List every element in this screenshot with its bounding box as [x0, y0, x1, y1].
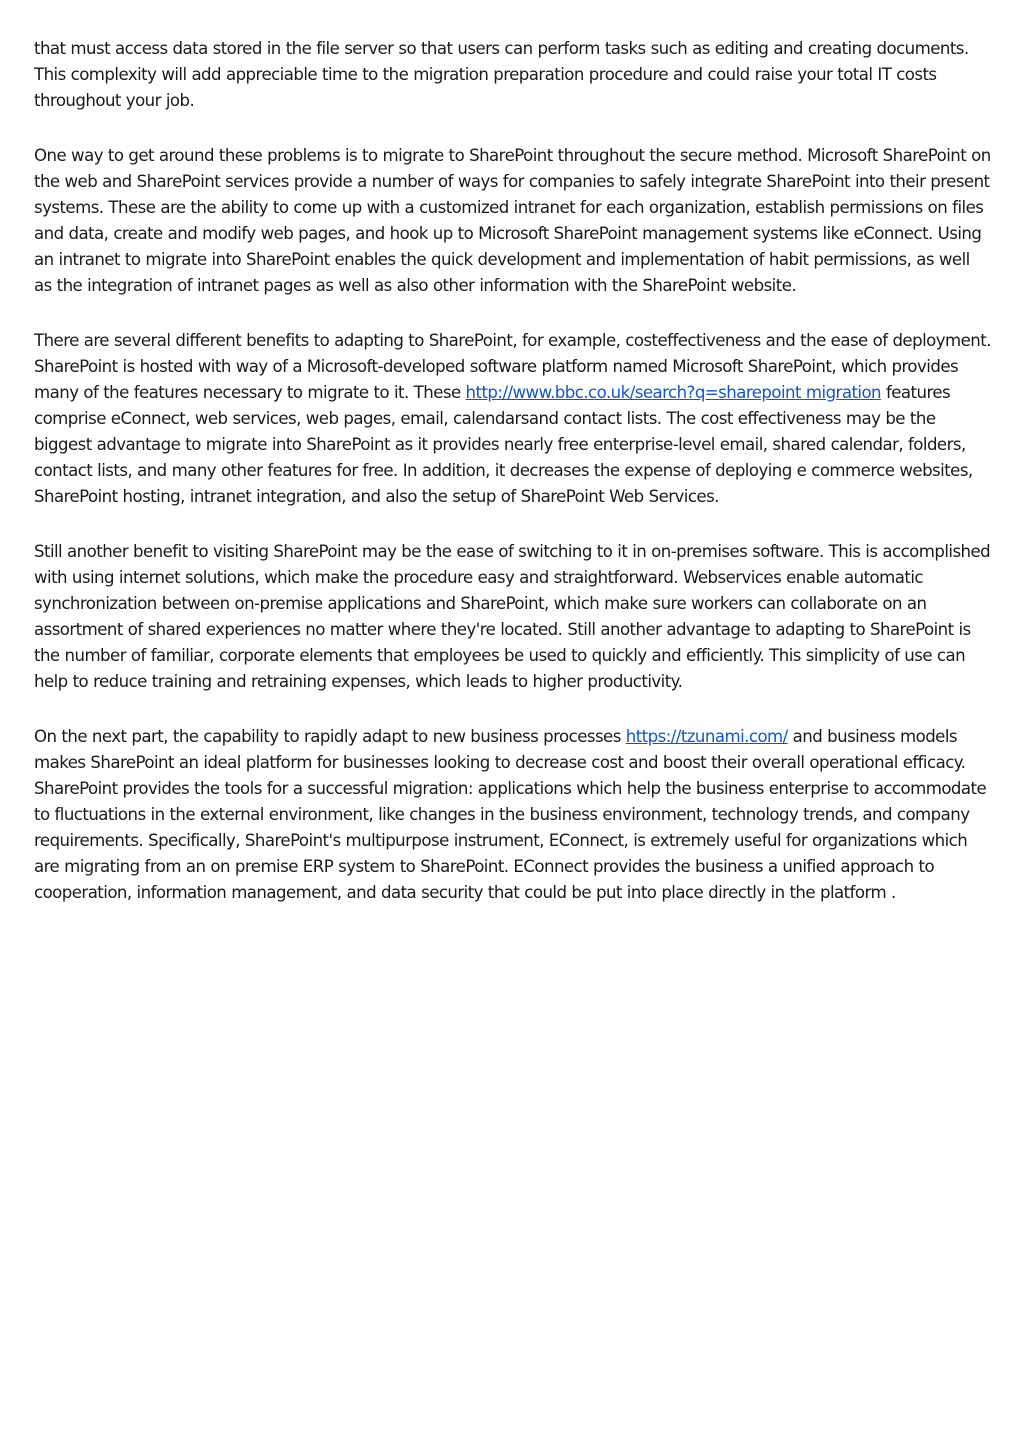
paragraph-4 — [34, 539, 992, 695]
paragraph-5 — [34, 724, 992, 906]
tzunami-link[interactable]: https://tzunami.com/ — [625, 727, 788, 746]
document-body — [34, 36, 992, 935]
paragraph-text: that must access data stored in the file server so that users can perform tasks such as editing and creating documents. This complexity will add appreciable time to the migration preparation procedure and could raise your total IT costs throughout your job. — [34, 39, 969, 110]
paragraph-text: There are several different benefits to adapting to SharePoint, for example, costeffectiveness and the ease of deployment. SharePoint is hosted with way of a Microsoft-developed software platform named Microsoft SharePoint, which provides many of the features necessary to migrate to it. These — [34, 331, 991, 402]
bbc-search-link[interactable]: http://www.bbc.co.uk/search?q=sharepoint migration — [465, 383, 882, 402]
paragraph-text: On the next part, the capability to rapidly adapt to new business processes — [34, 727, 626, 746]
paragraph-3 — [34, 328, 992, 510]
paragraph-text: features comprise eConnect, web services, web pages, email, calendarsand contact lists. The cost effectiveness may be the biggest advantage to migrate into SharePoint as it provides nearly free enterprise-level email, shared calendar, folders, contact lists, and many other features for free. In addition, it decreases the expense of deploying e commerce websites, SharePoint hosting, intranet integration, and also the setup of SharePoint Web Services. — [34, 383, 973, 506]
paragraph-text: Still another benefit to visiting SharePoint may be the ease of switching to it in on-premises software. This is accomplished with using internet solutions, which make the procedure easy and straightforward. Webservices enable automatic synchronization between on-premise applications and SharePoint, which make sure workers can collaborate on an assortment of shared experiences no matter where they're located. Still another advantage to adapting to SharePoint is the number of familiar, corporate elements that employees be used to quickly and efficiently. This simplicity of use can help to reduce training and retraining expenses, which leads to higher productivity. — [34, 542, 991, 691]
paragraph-2 — [34, 143, 992, 299]
paragraph-text: One way to get around these problems is to migrate to SharePoint throughout the secure method. Microsoft SharePoint on the web and SharePoint services provide a number of ways for companies to safely integrate SharePoint into their present systems. These are the ability to come up with a customized intranet for each organization, establish permissions on files and data, create and modify web pages, and hook up to Microsoft SharePoint management systems like eConnect. Using an intranet to migrate into SharePoint enables the quick development and implementation of habit permissions, as well as the integration of intranet pages as well as also other information with the SharePoint website. — [34, 146, 991, 295]
paragraph-text: and business models makes SharePoint an ideal platform for businesses looking to decrease cost and boost their overall operational efficacy. SharePoint provides the tools for a successful migration: applications which help the business enterprise to accommodate to fluctuations in the external environment, like changes in the business environment, technology trends, and company requirements. Specifically, SharePoint's multipurpose instrument, EConnect, is extremely useful for organizations which are migrating from an on premise ERP system to SharePoint. EConnect provides the business a unified approach to cooperation, information management, and data security that could be put into place directly in the platform . — [34, 727, 987, 902]
paragraph-1 — [34, 36, 992, 114]
